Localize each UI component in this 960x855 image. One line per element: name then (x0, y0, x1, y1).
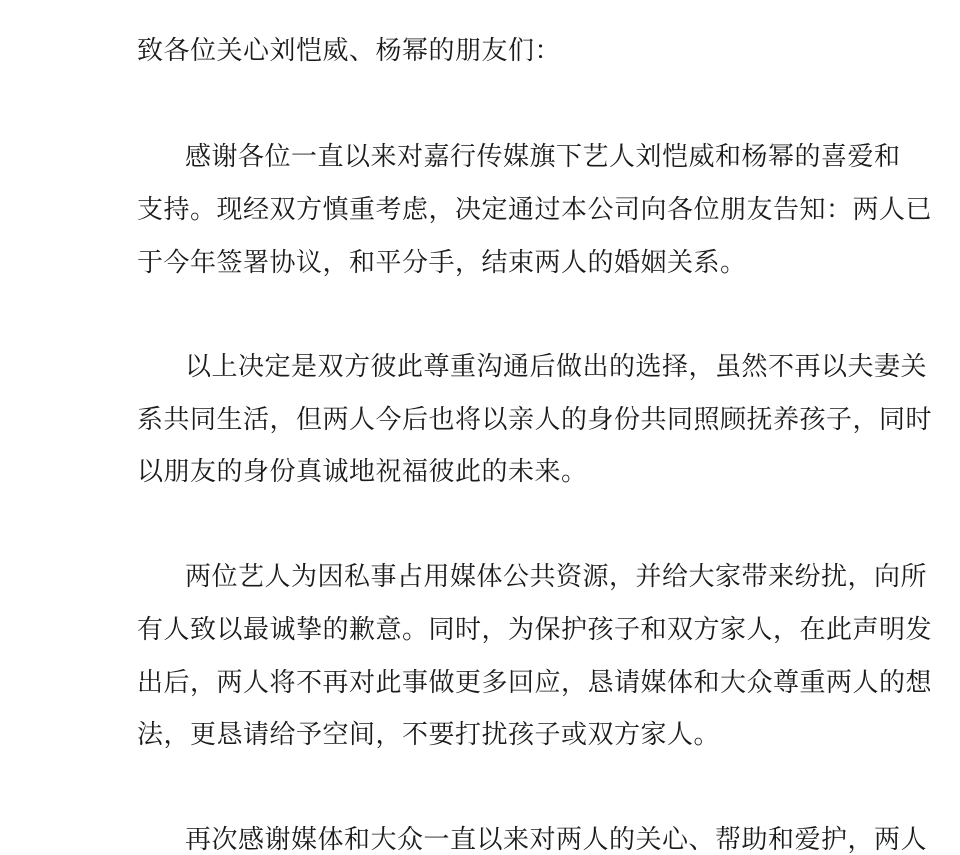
paragraph-3-line-3: 出后，两人将不再对此事做更多回应，恳请媒体和大众尊重两人的想 (137, 668, 933, 698)
paragraph-2-line-2: 系共同生活，但两人今后也将以亲人的身份共同照顾抚养孩子，同时 (137, 405, 933, 435)
paragraph-3-line-2: 有人致以最诚挚的歉意。同时，为保护孩子和双方家人，在此声明发 (137, 615, 933, 645)
paragraph-4-line-1: 再次感谢媒体和大众一直以来对两人的关心、帮助和爱护，两人 (185, 825, 928, 855)
paragraph-1-line-1: 感谢各位一直以来对嘉行传媒旗下艺人刘恺威和杨幂的喜爱和 (185, 142, 901, 172)
paragraph-3-line-1: 两位艺人为因私事占用媒体公共资源，并给大家带来纷扰，向所 (185, 562, 928, 592)
paragraph-1-line-2: 支持。现经双方慎重考虑，决定通过本公司向各位朋友告知：两人已 (137, 195, 933, 225)
salutation: 致各位关心刘恺威、杨幂的朋友们： (137, 36, 562, 66)
paragraph-1-line-3: 于今年签署协议，和平分手，结束两人的婚姻关系。 (137, 248, 747, 278)
paragraph-2-line-3: 以朋友的身份真诚地祝福彼此的未来。 (137, 457, 588, 487)
paragraph-3-line-4: 法，更恳请给予空间，不要打扰孩子或双方家人。 (137, 720, 721, 750)
paragraph-2-line-1: 以上决定是双方彼此尊重沟通后做出的选择，虽然不再以夫妻关 (185, 352, 928, 382)
